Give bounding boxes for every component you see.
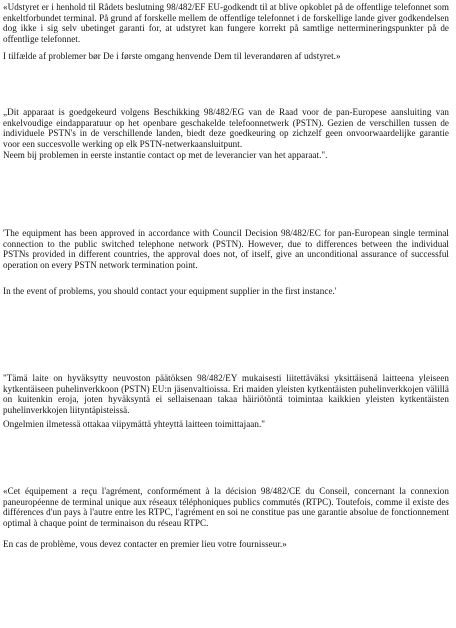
english-support-note: In the event of problems, you should contact your equipment supplier in the first instance.' [3, 286, 337, 296]
french-approval-text: «Cet équipement a reçu l'agrément, conformément à la décision 98/482/CE du Conseil, concernant la connexion paneuropéenne de terminal unique aux réseaux téléphoniques publics commutés (RTPC). Toutefois, comme il existe des différences d'un pays à l'autre entre les RTPC, l'agrément en soi ne constitue pas une garantie absolue de fonctionnement optimal à chaque point de terminaison du réseau RTPC. [3, 486, 449, 528]
dutch-support-note: Neem bij problemen in eerste instantie contact op met de leverancier van het apparaat.". [3, 150, 328, 160]
danish-support-note: I tilfælde af problemer bør De i første omgang henvende Dem til leverandøren af udstyret.» [3, 51, 341, 61]
french-support-note: En cas de problème, vous devez contacter en premier lieu votre fournisseur.» [3, 539, 287, 549]
danish-approval-text: «Udstyret er i henhold til Rådets beslutning 98/482/EF EU-godkendt til at blive opkoblet på de offentlige telefonnet som enkeltforbundet terminal. På grund af forskelle mellem de offentlige telefonnet i de forskellige lande giver godkendelsen dog ikke i sig selv ubetinget garanti for, at udstyret kan fungere korrekt på samtlige nettermineringspunkter på de offentlige telefonnet. [3, 2, 449, 44]
finnish-approval-text: "Tämä laite on hyväksytty neuvoston päätöksen 98/482/EY mukaisesti liitettäväksi yksittäisenä laitteena yleiseen kytkentäiseen puhelinverkkoon (PSTN) EU:n jäsenvaltioissa. Eri maiden yleisten kytkentäisten puhelinverkkojen välillä on kuitenkin eroja, joten hyväksyntä ei sellaisenaan takaa häiriötöntä toimintaa kaikkien yleisten kytkentäisten puhelinverkkojen liityntäpisteissä. [3, 373, 449, 415]
finnish-support-note: Ongelmien ilmetessä ottakaa viipymättä yhteyttä laitteen toimittajaan." [3, 419, 266, 429]
english-approval-text: 'The equipment has been approved in accordance with Council Decision 98/482/EC for pan-European single terminal connection to the public switched telephone network (PSTN). However, due to differences between the individual PSTNs provided in different countries, the approval does not, of itself, give an unconditional assurance of successful operation on every PSTN network termination point. [3, 228, 449, 270]
dutch-approval-text: „Dit apparaat is goedgekeurd volgens Beschikking 98/482/EG van de Raad voor de pan-Europese aansluiting van enkelvoudige eindapparatuur op het openbare geschakelde telefoonnetwerk (PSTN). Gezien de verschillen tussen de individuele PSTN's in de verschillende landen, biedt deze goedkeuring op zichzelf geen onvoorwaardelijke garantie voor een succesvolle werking op elk PSTN-netwerkaansluitpunt. [3, 107, 449, 149]
